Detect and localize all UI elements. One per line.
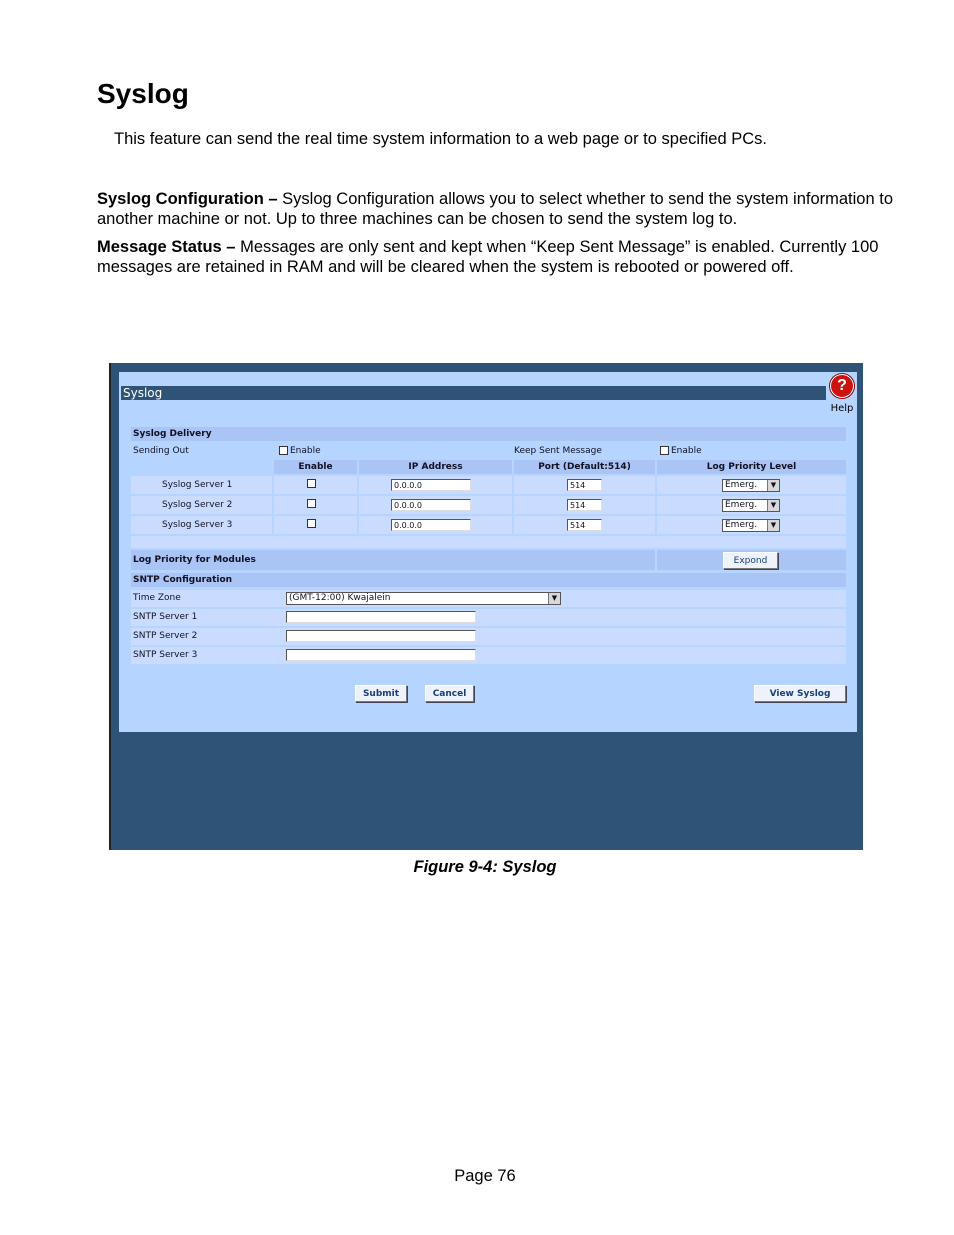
server-ip-input[interactable]: 0.0.0.0: [391, 499, 471, 511]
server-columns-header: [131, 460, 846, 474]
message-status-text: Messages are only sent and kept when “Keep Sent Message” is enabled. Currently 100 messages are retained in RAM and will be cleared when the system is rebooted or powered off.: [97, 238, 879, 276]
view-syslog-button[interactable]: View Syslog: [754, 685, 846, 702]
log-priority-modules-label: Log Priority for Modules: [133, 555, 256, 565]
sntp-header: [131, 573, 846, 587]
server-level-select[interactable]: [722, 499, 780, 512]
time-zone-value: (GMT-12:00) Kwajalein: [289, 593, 391, 603]
cancel-button[interactable]: Cancel: [425, 685, 474, 702]
server-name: Syslog Server 2: [162, 500, 233, 510]
figure-caption: Figure 9-4: Syslog: [413, 858, 557, 876]
help-label: Help: [830, 403, 854, 414]
sntp-server-1-input[interactable]: [286, 611, 476, 623]
col-port: Port (Default:514): [514, 460, 655, 474]
server-level-value: Emerg.: [725, 480, 758, 490]
sntp-server-label: SNTP Server 2: [133, 631, 198, 641]
panel-title: Syslog: [121, 386, 826, 400]
syslog-server-row: [131, 516, 846, 534]
time-zone-select[interactable]: [286, 592, 561, 605]
server-level-value: Emerg.: [725, 500, 758, 510]
message-status-lead: Message Status –: [97, 238, 236, 256]
keep-sent-label: Keep Sent Message: [514, 446, 602, 456]
sending-out-row: [131, 444, 846, 458]
server-name: Syslog Server 1: [162, 480, 233, 490]
sntp-server-label: SNTP Server 3: [133, 650, 198, 660]
page-number: Page 76: [454, 1167, 516, 1185]
chevron-down-icon: ▼: [767, 520, 779, 531]
syslog-panel: [119, 372, 857, 732]
sending-out-checkbox[interactable]: [279, 446, 288, 455]
col-enable: Enable: [274, 460, 357, 474]
time-zone-row: [131, 590, 846, 607]
sntp-server-3-input[interactable]: [286, 649, 476, 661]
intro-text: This feature can send the real time system information to a web page or to specified PCs.: [114, 130, 767, 148]
keep-sent-enable-label: Enable: [671, 446, 702, 456]
server-ip-input[interactable]: 0.0.0.0: [391, 519, 471, 531]
syslog-config-text: Syslog Configuration allows you to select whether to send the system information to another machine or not. Up to three machines can be chosen to send the system log to.: [97, 190, 893, 228]
server-port-input[interactable]: 514: [567, 479, 602, 491]
sending-out-enable-label: Enable: [290, 446, 321, 456]
syslog-config-lead: Syslog Configuration –: [97, 190, 278, 208]
server-ip-input[interactable]: 0.0.0.0: [391, 479, 471, 491]
log-priority-modules-row: [131, 550, 846, 570]
keep-sent-checkbox[interactable]: [660, 446, 669, 455]
server-level-select[interactable]: [722, 519, 780, 532]
spacer-row: [131, 536, 846, 548]
sntp-server-label: SNTP Server 1: [133, 612, 198, 622]
server-enable-checkbox[interactable]: [307, 499, 318, 517]
time-zone-label: Time Zone: [133, 593, 181, 603]
sntp-server-row: [131, 628, 846, 645]
chevron-down-icon: ▼: [767, 500, 779, 511]
chevron-down-icon: ▼: [548, 593, 560, 604]
server-name: Syslog Server 3: [162, 520, 233, 530]
sending-out-enable[interactable]: [279, 444, 321, 458]
expand-button[interactable]: Expond: [723, 552, 778, 569]
help-button[interactable]: [828, 374, 856, 416]
syslog-config-paragraph: [97, 189, 897, 229]
page-heading: Syslog: [97, 78, 189, 109]
server-enable-checkbox[interactable]: [307, 519, 318, 537]
sntp-server-2-input[interactable]: [286, 630, 476, 642]
server-enable-checkbox[interactable]: [307, 479, 318, 497]
submit-button[interactable]: Submit: [355, 685, 407, 702]
sntp-header-title: SNTP Configuration: [133, 575, 233, 585]
col-level: Log Priority Level: [657, 460, 846, 474]
syslog-server-row: [131, 476, 846, 494]
message-status-paragraph: [97, 237, 897, 277]
sending-out-label: Sending Out: [133, 446, 189, 456]
syslog-server-row: [131, 496, 846, 514]
chevron-down-icon: ▼: [767, 480, 779, 491]
server-level-select[interactable]: [722, 479, 780, 492]
syslog-delivery-title: Syslog Delivery: [133, 429, 212, 439]
syslog-delivery-header: [131, 427, 846, 441]
sntp-server-row: [131, 609, 846, 626]
keep-sent-enable[interactable]: [660, 444, 702, 458]
server-port-input[interactable]: 514: [567, 519, 602, 531]
server-level-value: Emerg.: [725, 520, 758, 530]
server-port-input[interactable]: 514: [567, 499, 602, 511]
help-icon: ?: [830, 374, 854, 398]
col-ip: IP Address: [359, 460, 512, 474]
syslog-screenshot: [109, 363, 863, 850]
sntp-server-row: [131, 647, 846, 664]
